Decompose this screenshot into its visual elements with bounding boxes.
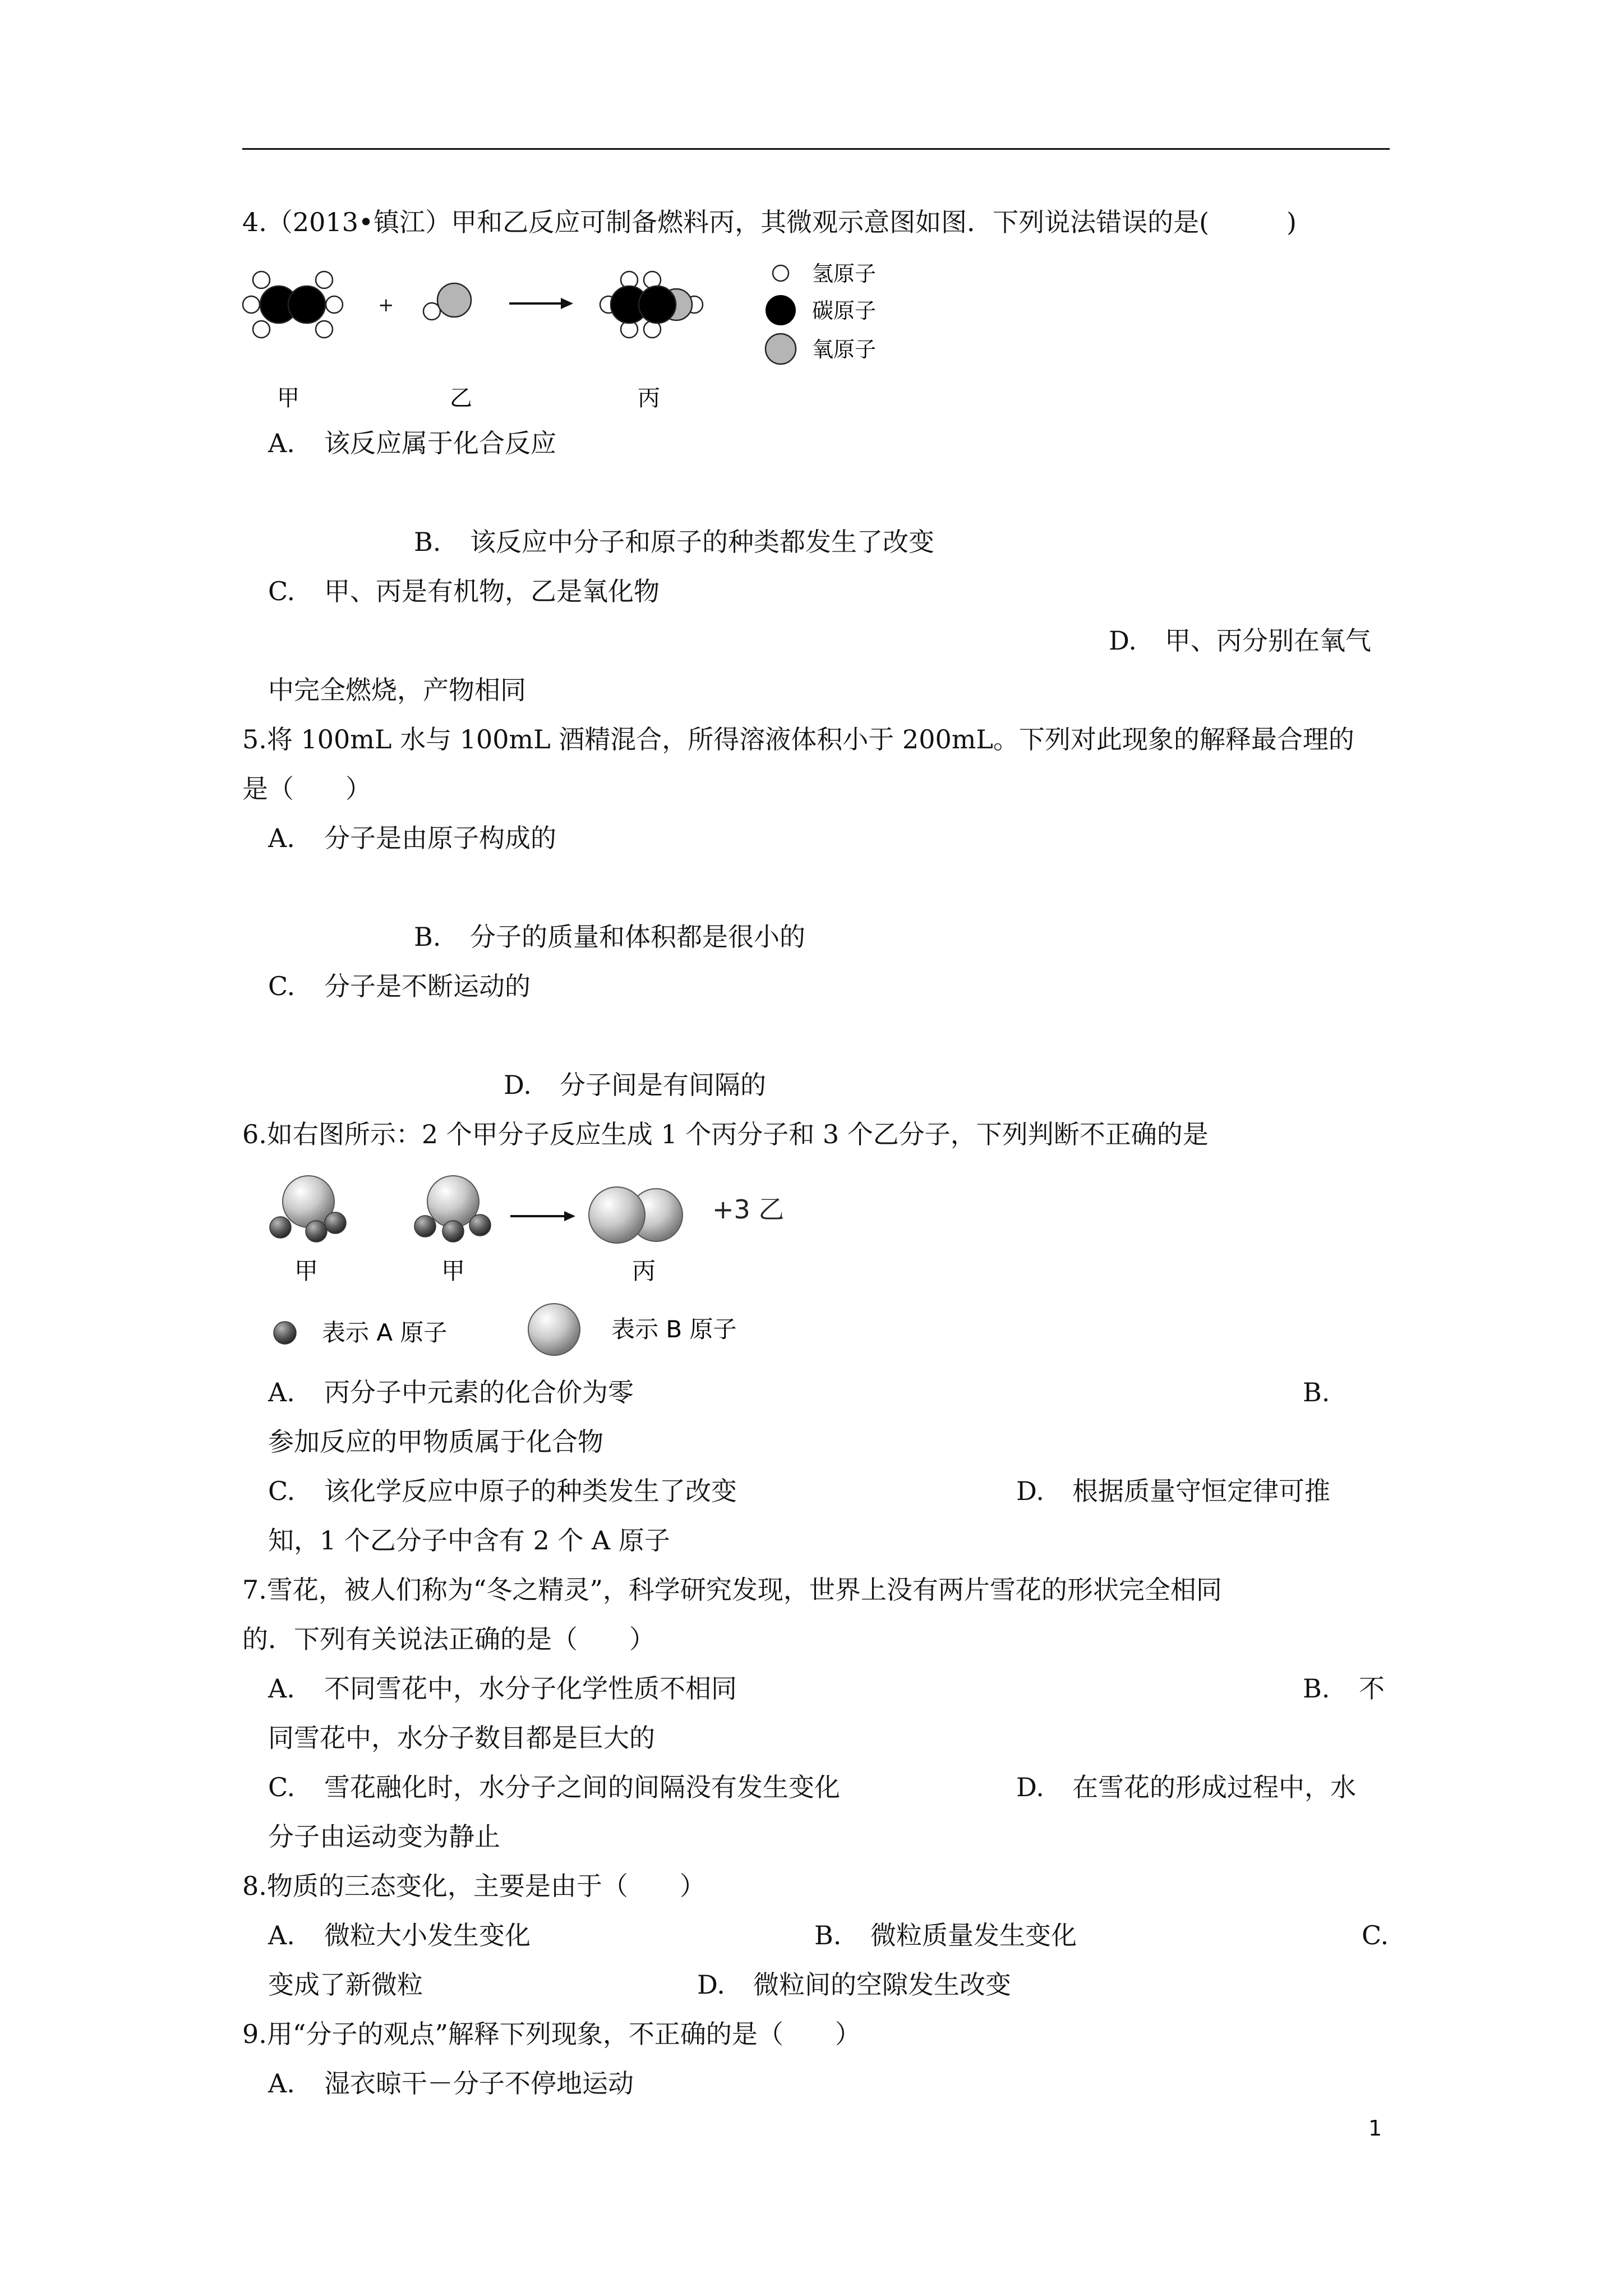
- q6-option-d: D. 根据质量守恒定律可推: [1016, 1476, 1330, 1506]
- q4-legend: [766, 261, 876, 364]
- q5-stem-line2: 是（ ）: [242, 774, 371, 804]
- legend-carbon-label: 碳原子: [812, 298, 877, 323]
- legend-carbon-atom: [766, 295, 796, 325]
- q8-option-c: C.: [1362, 1920, 1389, 1950]
- q8-stem: 8.物质的三态变化，主要是由于（ ）: [242, 1871, 706, 1901]
- molecule-yi: [423, 283, 471, 320]
- q7-option-b-cont: 同雪花中，水分子数目都是巨大的: [268, 1723, 655, 1753]
- q5-option-b: B. 分子的质量和体积都是很小的: [414, 922, 805, 952]
- legend-hydrogen-label: 氢原子: [812, 261, 877, 286]
- q6-option-d-cont: 知，1 个乙分子中含有 2 个 A 原子: [268, 1525, 670, 1556]
- q6-option-c: C. 该化学反应中原子的种类发生了改变: [268, 1476, 737, 1506]
- q4-option-d: D. 甲、丙分别在氧气: [1109, 625, 1371, 656]
- q6-stem: 6.如右图所示：2 个甲分子反应生成 1 个丙分子和 3 个乙分子，下列判断不正确的是: [242, 1119, 1209, 1149]
- q6-option-b-cont: 参加反应的甲物质属于化合物: [268, 1427, 603, 1457]
- q4-label-bing: 丙: [638, 385, 660, 411]
- reaction-arrow: [509, 298, 573, 309]
- molecule-jia: [243, 272, 343, 338]
- legend-hydrogen-atom: [773, 265, 789, 281]
- q4-option-d-cont: 中完全燃烧，产物相同: [268, 675, 526, 705]
- q8-option-b: B. 微粒质量发生变化: [814, 1920, 1077, 1950]
- q4-option-c: C. 甲、丙是有机物，乙是氧化物: [268, 576, 660, 606]
- molecule-bing: [600, 272, 703, 338]
- q7-option-d-cont: 分子由运动变为静止: [268, 1821, 500, 1852]
- legend-atom-a-label: 表示 A 原子: [322, 1319, 448, 1346]
- q8-option-c-cont: 变成了新微粒: [268, 1970, 423, 2000]
- q4-option-a: A. 该反应属于化合反应: [268, 428, 556, 458]
- header-rule: [242, 148, 1390, 150]
- q4-reaction-figure: [241, 255, 903, 415]
- q7-option-a: A. 不同雪花中，水分子化学性质不相同: [268, 1673, 737, 1704]
- q6-label-jia-2: 甲: [441, 1257, 465, 1285]
- q6-reaction-figure: [264, 1167, 813, 1363]
- reaction-arrow: [510, 1211, 575, 1221]
- molecule-jia-2: [414, 1176, 491, 1242]
- q9-option-a: A. 湿衣晾干－分子不停地运动: [268, 2068, 634, 2099]
- q6-plus-3-yi: +3 乙: [712, 1194, 785, 1225]
- q7-option-d: D. 在雪花的形成过程中，水: [1016, 1772, 1356, 1802]
- q6-label-jia-1: 甲: [294, 1257, 319, 1285]
- q6-option-a: A. 丙分子中元素的化合价为零: [268, 1377, 634, 1407]
- legend-oxygen-label: 氧原子: [812, 337, 877, 362]
- q9-stem: 9.用“分子的观点”解释下列现象，不正确的是（ ）: [242, 2019, 861, 2049]
- q7-stem-line1: 7.雪花，被人们称为“冬之精灵”，科学研究发现，世界上没有两片雪花的形状完全相同: [242, 1575, 1222, 1605]
- q6-option-b: B.: [1303, 1377, 1330, 1407]
- q5-option-a: A. 分子是由原子构成的: [268, 823, 556, 853]
- legend-atom-b-label: 表示 B 原子: [611, 1315, 737, 1343]
- q4-stem: 4.（2013•镇江）甲和乙反应可制备燃料丙，其微观示意图如图．下列说法错误的是( ): [242, 207, 1297, 237]
- q4-option-b: B. 该反应中分子和原子的种类都发生了改变: [414, 527, 934, 557]
- q4-plus-sign: +: [378, 294, 394, 316]
- q4-label-yi: 乙: [450, 385, 472, 411]
- molecule-bing: [589, 1187, 683, 1243]
- q7-option-b: B. 不: [1303, 1673, 1385, 1704]
- q5-option-d: D. 分子间是有间隔的: [504, 1070, 766, 1100]
- q8-option-d: D. 微粒间的空隙发生改变: [697, 1970, 1011, 2000]
- legend-atom-b: [528, 1304, 580, 1355]
- q8-option-a: A. 微粒大小发生变化: [268, 1920, 531, 1950]
- q6-legend: [274, 1304, 737, 1355]
- q7-option-c: C. 雪花融化时，水分子之间的间隔没有发生变化: [268, 1772, 840, 1802]
- q6-label-bing: 丙: [631, 1257, 656, 1285]
- q5-option-c: C. 分子是不断运动的: [268, 971, 531, 1001]
- legend-atom-a: [274, 1322, 296, 1344]
- molecule-jia-1: [270, 1176, 346, 1242]
- q4-label-jia: 甲: [277, 385, 299, 411]
- page-number: 1: [1368, 2116, 1382, 2141]
- legend-oxygen-atom: [766, 334, 796, 364]
- q5-stem-line1: 5.将 100mL 水与 100mL 酒精混合，所得溶液体积小于 200mL。下列对此现象的解释最合理的: [242, 724, 1354, 754]
- q7-stem-line2: 的．下列有关说法正确的是（ ）: [242, 1624, 655, 1654]
